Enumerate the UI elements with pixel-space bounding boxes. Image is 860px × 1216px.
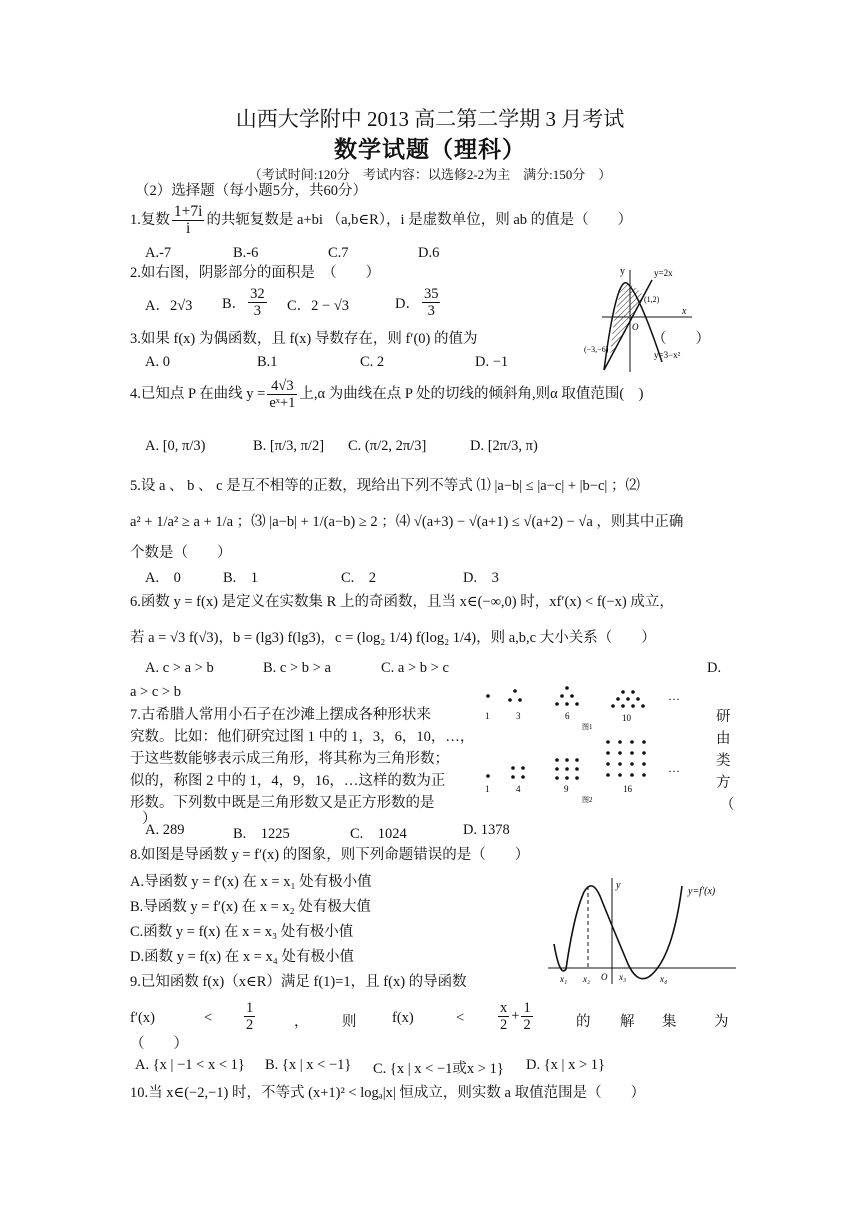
fig2-label-1: 1 [485,784,490,794]
q8-curve [554,886,682,979]
q7-right-word-5: （ [720,797,735,813]
q6-option-d-value: a > c > b [130,684,181,700]
q3-option-c: C. 2 [360,354,385,370]
q8-option-a: A.导函数 y = f′(x) 在 x = x₁ 处有极小值 [130,874,372,890]
q3-answer-paren: （ ） [652,331,710,347]
q4-text-a: 4.已知点 P 在曲线 y = [130,385,266,402]
q5-option-d: D. 3 [463,570,499,586]
q9-word-11: 集 [662,1014,677,1030]
fig2-label-9: 9 [564,784,569,794]
q4-text-b: 上,α 为曲线在点 P 处的切线的倾斜角,则α 取值范围( ) [299,385,644,402]
q1-frac-num: 1+7i [173,203,203,220]
fig2-square-dots [486,740,646,780]
q4-fraction: $\frac{4√3}{\text{eˣ+1}}$ [269,378,296,411]
q7-dots-figure [480,686,700,808]
q5-line-2: a² + 1/a² ≥ a + 1/a ；⑶ |a−b| + 1/(a−b) ≥ 2 ；⑷ √(a+3) − √(a+1) ≤ √(a+2) − √a ，则其中正确 [130,514,684,530]
q7-right-word-3: 类 [716,753,731,769]
q9-word-7: < [456,1010,465,1026]
q3-option-a: A. 0 [145,354,170,370]
q2-option-d-frac: $\frac{35}{3}$ [423,286,439,319]
q2-option-c: C．2 − √3 [287,298,350,314]
q4-option-a: A. [0, π/3) [145,438,206,454]
q5-line-1: 5.设 a 、 b 、 c 是互不相等的正数，现给出下列不等式 ⑴ |a−b| ≤ |a−c| + |b−c| ；⑵ [130,478,640,494]
question-10: 10.当 x∈(−2,−1) 时，不等式 (x+1)² < logₐ|x| 恒成立，则实数 a 取值范围是（ ） [130,1085,646,1101]
q9-word-2: < [204,1010,213,1026]
q2-x-label: x [682,306,687,317]
q8-option-c: C.函数 y = f(x) 在 x = x₃ 处有极小值 [130,924,354,940]
q7-line-4: 似的，称图 2 中的 1，4，9，16，…这样的数为正 [130,773,446,789]
q4-option-c: C. (π/2, 2π/3] [348,438,427,454]
q6-option-b: B. c > b > a [263,660,331,676]
exam-title: 山西大学附中 2013 高二第二学期 3 月考试 [235,107,625,131]
q6-option-c: C. a > b > c [381,660,449,676]
q5-option-c: C. 2 [341,570,377,586]
question-1 [130,204,632,237]
q2-point-1-label: (1,2) [644,295,660,304]
q7-option-a: A. 289 [145,822,185,838]
fig2-caption: 图2 [582,796,593,804]
fig2-label-4: 4 [516,784,521,794]
q1-option-c: C.7 [328,245,349,261]
q7-close-paren: ） [142,811,157,827]
q7-right-word-2: 由 [716,731,731,747]
q7-option-c: C. 1024 [350,826,407,842]
q1-option-d: D.6 [418,245,440,261]
fig1-label-3: 3 [516,711,521,721]
q2-point-2-label: (−3,−6) [584,345,609,354]
q8-option-d: D.函数 y = f(x) 在 x = x₄ 处有极小值 [130,949,354,965]
fig1-label-10: 10 [622,713,631,723]
q9-option-a: A. {x | −1 < x < 1} [135,1057,245,1073]
q9-word-12: 为 [714,1014,729,1030]
q2-option-d: D． $\frac{35}{3}$ [395,286,439,319]
q9-word-5: 则 [342,1014,357,1030]
q7-option-b: B. 1225 [233,826,290,842]
question-2: 2.如右图，阴影部分的面积是 （ ） [130,265,381,281]
q6-line-2: 若 a = √3 f(√3)，b = (lg3) f(lg3)，c = (log₂ 1/4) f(log₂ 1/4)，则 a,b,c 大小关系（ ） [130,630,656,646]
q9-answer-paren: （ ） [130,1036,188,1052]
q3-option-d: D. −1 [475,354,509,370]
q1-frac-den: i [186,220,191,237]
fig1-caption: 图1 [582,723,593,731]
q5-option-b: B. 1 [223,570,259,586]
exam-info: （考试时间:120分 考试内容：以选修2-2为主 满分:150分 ） [248,167,612,182]
q2-option-a: A．2√3 [145,298,193,314]
q7-right-word-1: 研 [716,709,731,725]
q9-rhs-frac: $\frac{x}{2}$ + $\frac{1}{2}$ [500,1000,531,1033]
q8-origin-label: O [601,972,608,982]
section-heading: （2）选择题（每小题5分，共60分） [135,183,367,199]
q7-line-3: 于这些数能够表示成三角形，将其称为三角形数； [130,751,449,767]
fig1-label-6: 6 [565,711,570,721]
fig1-triangle-dots [486,686,645,708]
q9-option-d: D. {x | x > 1} [526,1057,605,1073]
q2-line-label: y=2x [654,268,673,278]
q7-line-2: 究数。比如：他们研究过图 1 中的 1，3，6，10，…， [130,729,475,745]
q2-area-figure [582,262,700,374]
q7-line-1: 7.古希腊人常用小石子在沙滩上摆成各种形状来 [130,707,431,723]
q8-x2-label: x₂ [583,974,591,984]
q8-option-b: B.导函数 y = f′(x) 在 x = x₂ 处有极大值 [130,899,371,915]
q9-word-9: 的 [576,1014,591,1030]
q1-fraction [172,204,205,237]
q9-half-frac: $\frac{1}{2}$ [246,1000,254,1033]
q1-option-b: B.-6 [233,245,259,261]
q8-derivative-figure [548,874,738,986]
q2-curve-label: y=3−x² [654,350,681,360]
exam-subtitle: 数学试题（理科） [334,137,526,162]
question-8: 8.如图是导函数 y = f′(x) 的图象，则下列命题错误的是（ ） [130,847,530,863]
q9-option-b: B. {x | x < −1} [265,1057,352,1073]
q7-line-5: 形数。下列数中既是三角形数又是正方形数的是 [130,795,435,811]
q1-option-a: A.-7 [145,245,172,261]
question-4 [130,378,644,411]
q2-y-label: y [620,266,625,277]
q9-line-1: 9.已知函数 f(x)（x∈R）满足 f(1)=1，且 f(x) 的导函数 [130,974,467,990]
q3-option-b: B.1 [257,354,278,370]
q8-y-label: y [616,880,621,891]
q1-text-b: 的共轭复数是 a+bi （a,b∈R），i 是虚数单位，则 ab 的值是（ ） [206,211,633,228]
q4-option-d: D. [2π/3, π) [470,438,538,454]
q9-word-1: f′(x) [130,1010,155,1026]
q8-x4-label: x₄ [660,974,668,984]
q2-option-b: B． $\frac{32}{3}$ [222,286,265,319]
q6-line-1: 6.函数 y = f(x) 是定义在实数集 R 上的奇函数，且当 x∈(−∞,0) 时，xf′(x) < f(−x) 成立， [130,594,674,610]
q2-origin-label: O [632,322,639,332]
question-3: 3.如果 f(x) 为偶函数，且 f(x) 导数存在，则 f′(0) 的值为 [130,331,478,347]
q1-text-a: 1.复数 [130,211,170,228]
q7-option-d: D. 1378 [463,822,510,838]
q9-word-10: 解 [620,1014,635,1030]
q9-justified-line [130,1000,730,1040]
q8-curve-label: y=f′(x) [688,886,716,897]
fig1-label-1: 1 [485,711,490,721]
q9-option-c: C. {x | x < −1或x > 1} [373,1061,504,1077]
q2-option-b-frac: $\frac{32}{3}$ [250,286,265,319]
fig2-ellipsis: … [668,761,680,775]
q9-word-4: ， [294,1014,309,1030]
q7-right-word-4: 方 [716,775,731,791]
q9-word-6: f(x) [392,1010,414,1026]
q6-option-d: D. [707,660,722,676]
q4-option-b: B. [π/3, π/2] [253,438,325,454]
fig2-label-16: 16 [623,784,632,794]
q5-option-a: A. 0 [145,570,181,586]
q8-x3-label: x₃ [619,972,627,982]
q8-x1-label: x₁ [560,974,568,984]
q6-option-a: A. c > a > b [145,660,214,676]
q5-line-3: 个数是（ ） [130,545,232,561]
fig1-ellipsis: … [668,689,680,703]
